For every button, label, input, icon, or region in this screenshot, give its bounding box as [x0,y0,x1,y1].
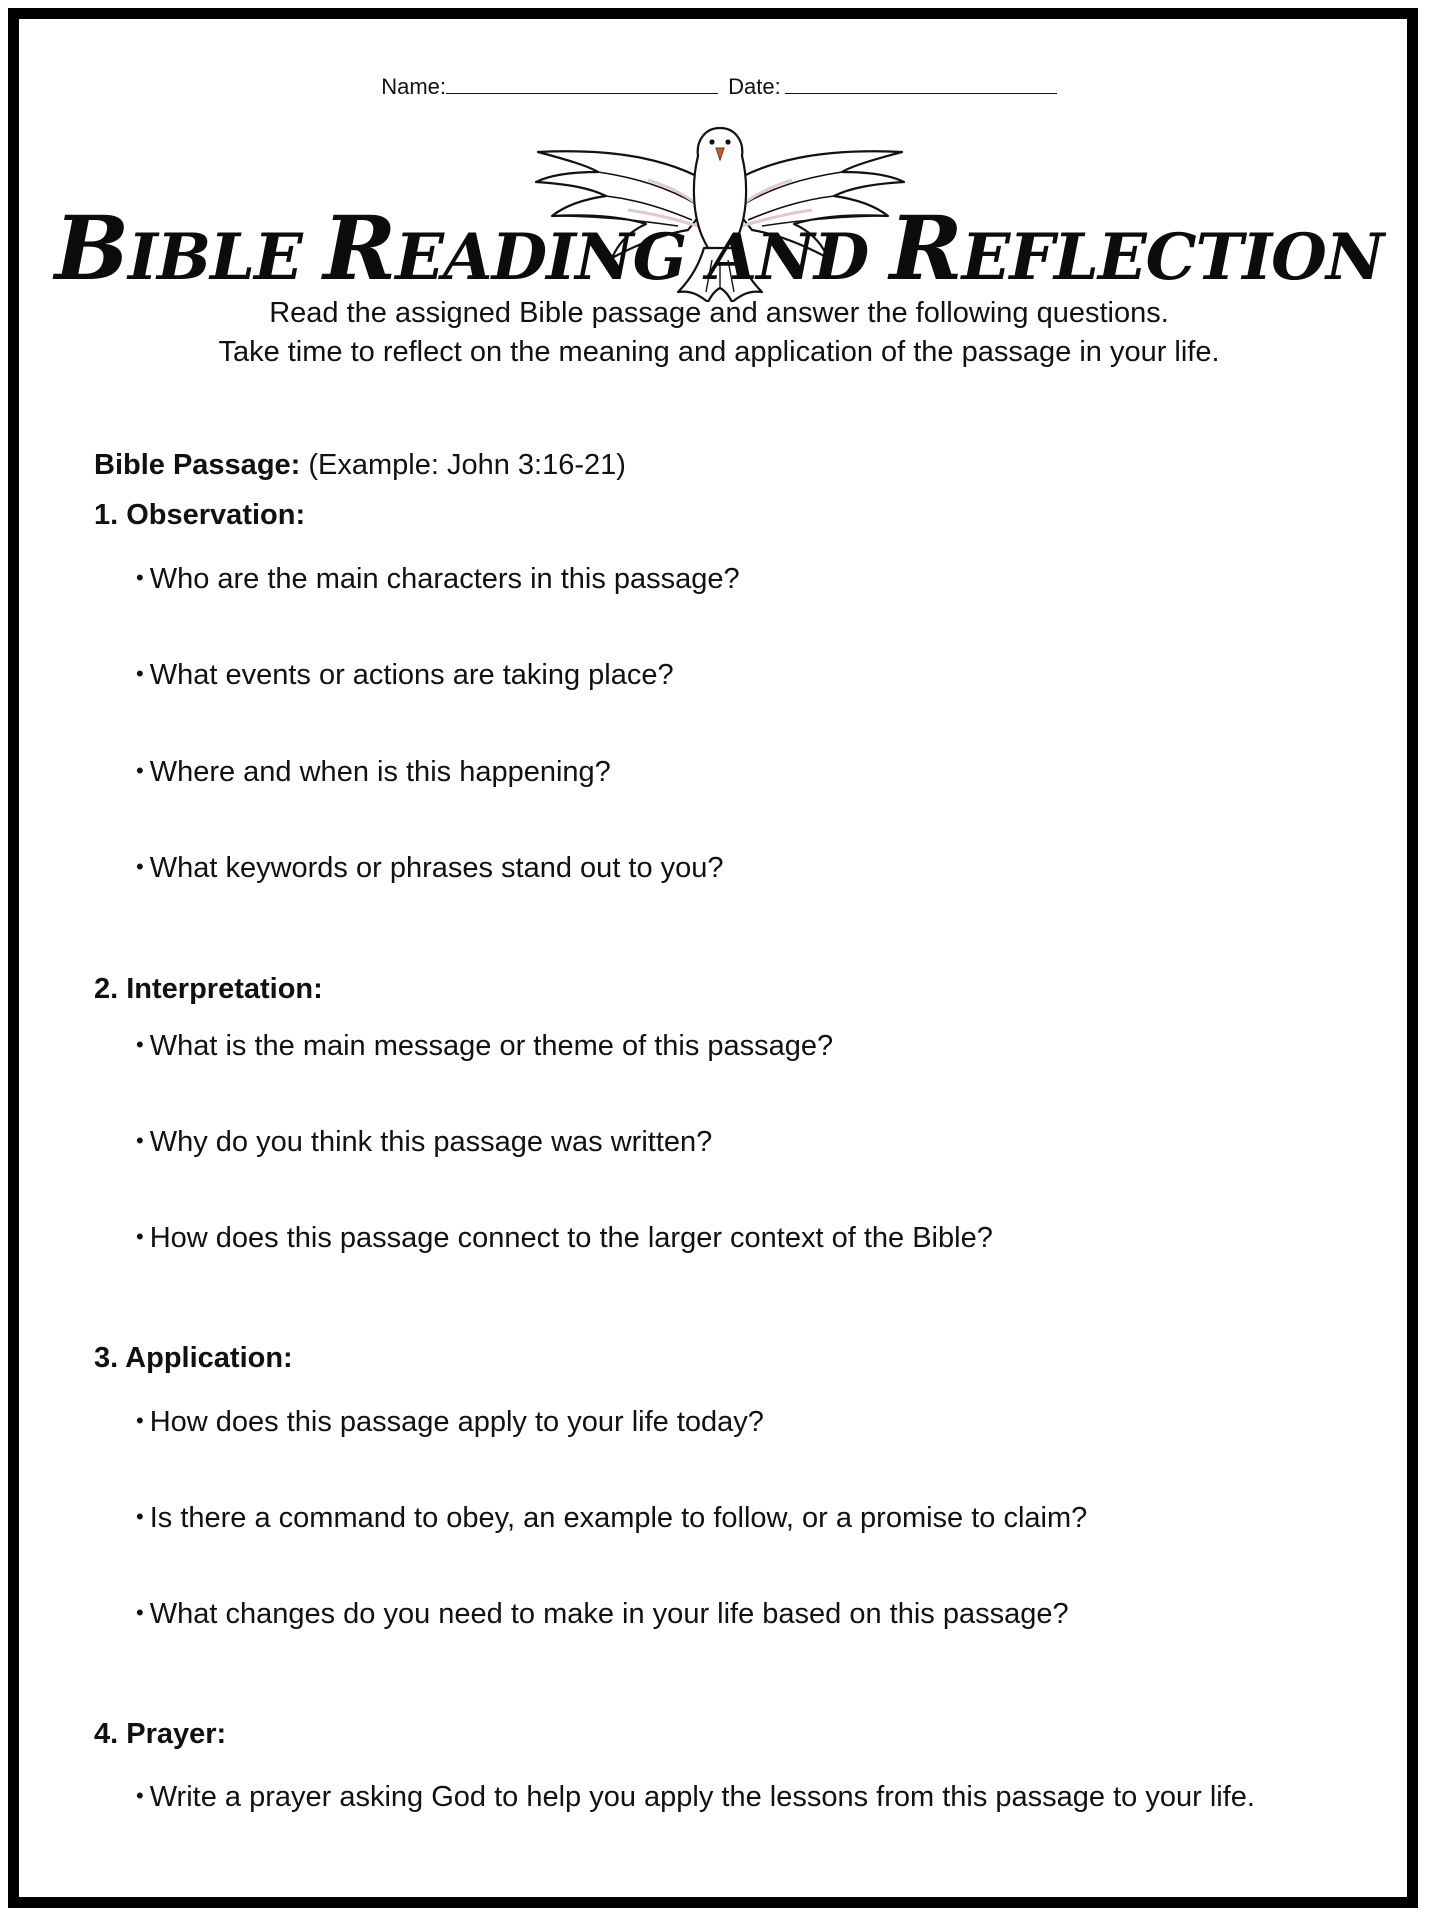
question-text: Who are the main characters in this passage? [149,563,740,595]
bullet-icon: • [136,758,144,783]
question-item [136,756,611,789]
question-item [136,1030,833,1063]
name-field-line[interactable] [446,75,718,94]
page-title [0,196,1438,300]
name-label: Name: [381,74,447,99]
bullet-icon: • [136,1032,144,1057]
title-word-bible: IBLE [128,220,324,295]
question-text: What changes do you need to make in your life based on this passage? [149,1598,1069,1630]
date-field-line[interactable] [785,75,1057,94]
question-item [136,1406,764,1439]
question-text: Where and when is this happening? [149,756,611,788]
section-heading-interpretation: 2. Interpretation: [94,973,323,1005]
bible-passage-label: Bible Passage: [94,449,301,481]
question-item [136,1502,1087,1535]
date-label: Date: [728,74,781,99]
question-text: Write a prayer asking God to help you apply the lessons from this passage to your life. [149,1781,1255,1813]
title-word-reading-and: EADING AND [395,220,890,295]
question-item [136,1222,993,1255]
bullet-icon: • [136,661,144,686]
bullet-icon: • [136,1600,144,1625]
question-item [136,1781,1255,1814]
question-text: Is there a command to obey, an example to follow, or a promise to claim? [149,1502,1088,1534]
section-heading-application: 3. Application: [94,1342,293,1374]
intro-line-1: Read the assigned Bible passage and answer the following questions. [269,297,1169,329]
section-heading-observation: 1. Observation: [94,499,306,531]
title-initial-r1: R [323,196,396,300]
question-item [136,659,674,692]
bullet-icon: • [136,1504,144,1529]
question-text: Why do you think this passage was written? [149,1126,713,1158]
bullet-icon: • [136,854,144,879]
question-text: What events or actions are taking place? [149,659,674,691]
title-initial-b: B [54,196,128,300]
question-item [136,1598,1069,1631]
bullet-icon: • [136,1408,144,1433]
bullet-icon: • [136,1224,144,1249]
question-item [136,563,740,596]
question-item [136,852,724,885]
question-item [136,1126,712,1159]
intro-text [0,294,1438,372]
bullet-icon: • [136,1783,144,1808]
question-text: How does this passage connect to the larger context of the Bible? [149,1222,993,1254]
bullet-icon: • [136,565,144,590]
question-text: What is the main message or theme of this passage? [149,1030,834,1062]
bible-passage-example: (Example: John 3:16-21) [308,449,626,481]
bible-passage-line [94,449,626,482]
section-heading-prayer: 4. Prayer: [94,1718,227,1750]
name-date-row [0,74,1438,100]
bullet-icon: • [136,1128,144,1153]
title-initial-r2: R [889,196,962,300]
question-text: How does this passage apply to your life today? [149,1406,764,1438]
title-word-reflection: EFLECTION [961,220,1384,295]
question-text: What keywords or phrases stand out to you? [149,852,724,884]
intro-line-2: Take time to reflect on the meaning and application of the passage in your life. [218,336,1220,368]
